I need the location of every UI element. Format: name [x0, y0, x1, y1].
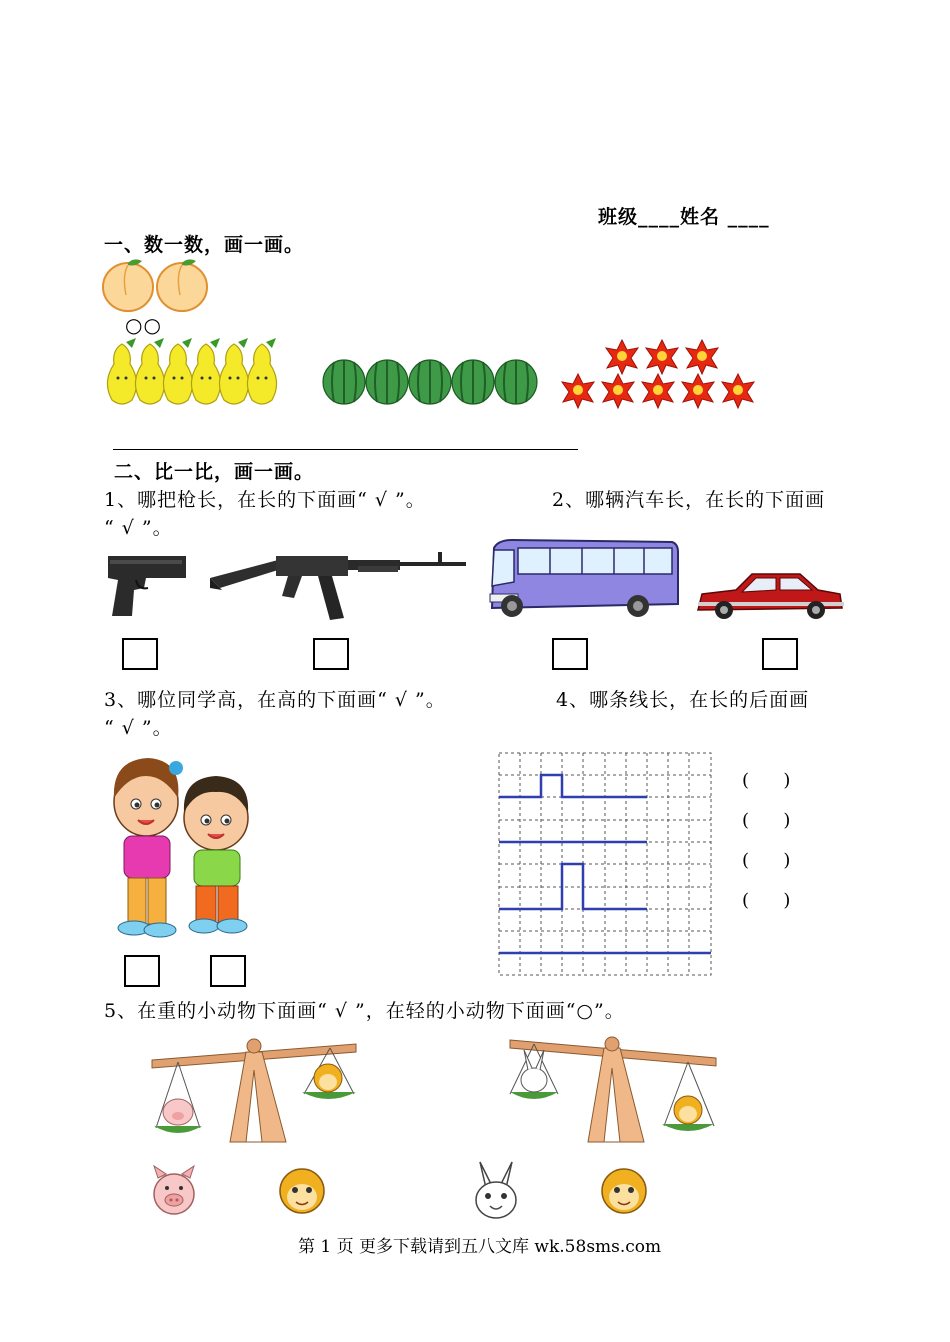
question-5: 5、在重的小动物下面画“ √ ”，在轻的小动物下面画“○”。: [104, 1000, 625, 1022]
peaches-image: [100, 255, 220, 315]
line-grid-image: [498, 752, 714, 978]
monkey-icon: [674, 1096, 702, 1124]
flower-icon: [602, 374, 634, 408]
rifle-answer-box[interactable]: [313, 638, 349, 670]
section-1-title: 一、数一数，画一画。: [104, 234, 305, 256]
pear-icon: [191, 344, 220, 404]
pig-icon: [163, 1099, 193, 1125]
pear-icon: [135, 344, 164, 404]
flower-icon: [606, 340, 638, 374]
pears-image: [104, 338, 288, 408]
pear-icon: [219, 344, 248, 404]
bus-answer-box[interactable]: [552, 638, 588, 670]
bus-image: [488, 538, 680, 620]
rifle-image: [208, 548, 470, 622]
flower-icon: [562, 374, 594, 408]
monkey-icon[interactable]: [276, 1164, 328, 1218]
flower-icon: [682, 374, 714, 408]
section-2-title: 二、比一比，画一画。: [114, 461, 315, 483]
pear-icon: [163, 344, 192, 404]
line-c-answer[interactable]: ( ): [742, 850, 791, 871]
boy-figure: [184, 776, 248, 933]
page-footer: 第 1 页 更多下载请到五八文库 wk.58sms.com: [298, 1237, 662, 1257]
flower-icon: [686, 340, 718, 374]
scale-1-image: [150, 1030, 360, 1146]
pig-icon[interactable]: [150, 1164, 198, 1218]
flowers-image: [556, 338, 762, 412]
peach-icon: [157, 259, 207, 311]
peach-icon: [103, 259, 153, 311]
car-image: [696, 570, 844, 622]
line-a: [499, 775, 647, 797]
question-4-line-2: “ √ ”。: [104, 717, 173, 739]
flower-icon: [722, 374, 754, 408]
pear-icon: [247, 344, 276, 404]
pear-icon: [107, 344, 136, 404]
flower-icon: [646, 340, 678, 374]
question-2-line-2: “ √ ”。: [104, 517, 173, 539]
kids-image: [104, 742, 260, 942]
monkey-icon[interactable]: [598, 1164, 650, 1218]
pistol-answer-box[interactable]: [122, 638, 158, 670]
pistol-image: [104, 550, 190, 620]
answer-line[interactable]: [113, 449, 578, 450]
rabbit-icon[interactable]: [470, 1160, 522, 1222]
line-b-answer[interactable]: ( ): [742, 810, 791, 831]
monkey-icon: [314, 1064, 342, 1092]
question-2-line-1: 2、哪辆汽车长，在长的下面画: [552, 489, 826, 511]
girl-figure: [114, 758, 183, 937]
rabbit-icon: [521, 1050, 547, 1092]
class-name-line[interactable]: 班级____姓名 ____: [598, 206, 770, 228]
scale-2-image: [508, 1024, 720, 1146]
melons-image: [322, 352, 542, 408]
car-answer-box[interactable]: [762, 638, 798, 670]
line-d-answer[interactable]: ( ): [742, 890, 791, 911]
question-3: 3、哪位同学高，在高的下面画“ √ ”。: [104, 689, 446, 711]
question-4-line-1: 4、哪条线长，在长的后面画: [556, 689, 810, 711]
boy-answer-box[interactable]: [210, 955, 246, 987]
flower-icon: [642, 374, 674, 408]
girl-answer-box[interactable]: [124, 955, 160, 987]
question-1: 1、哪把枪长，在长的下面画“ √ ”。: [104, 489, 426, 511]
sample-circles: ○○: [125, 313, 162, 337]
line-a-answer[interactable]: ( ): [742, 770, 791, 791]
